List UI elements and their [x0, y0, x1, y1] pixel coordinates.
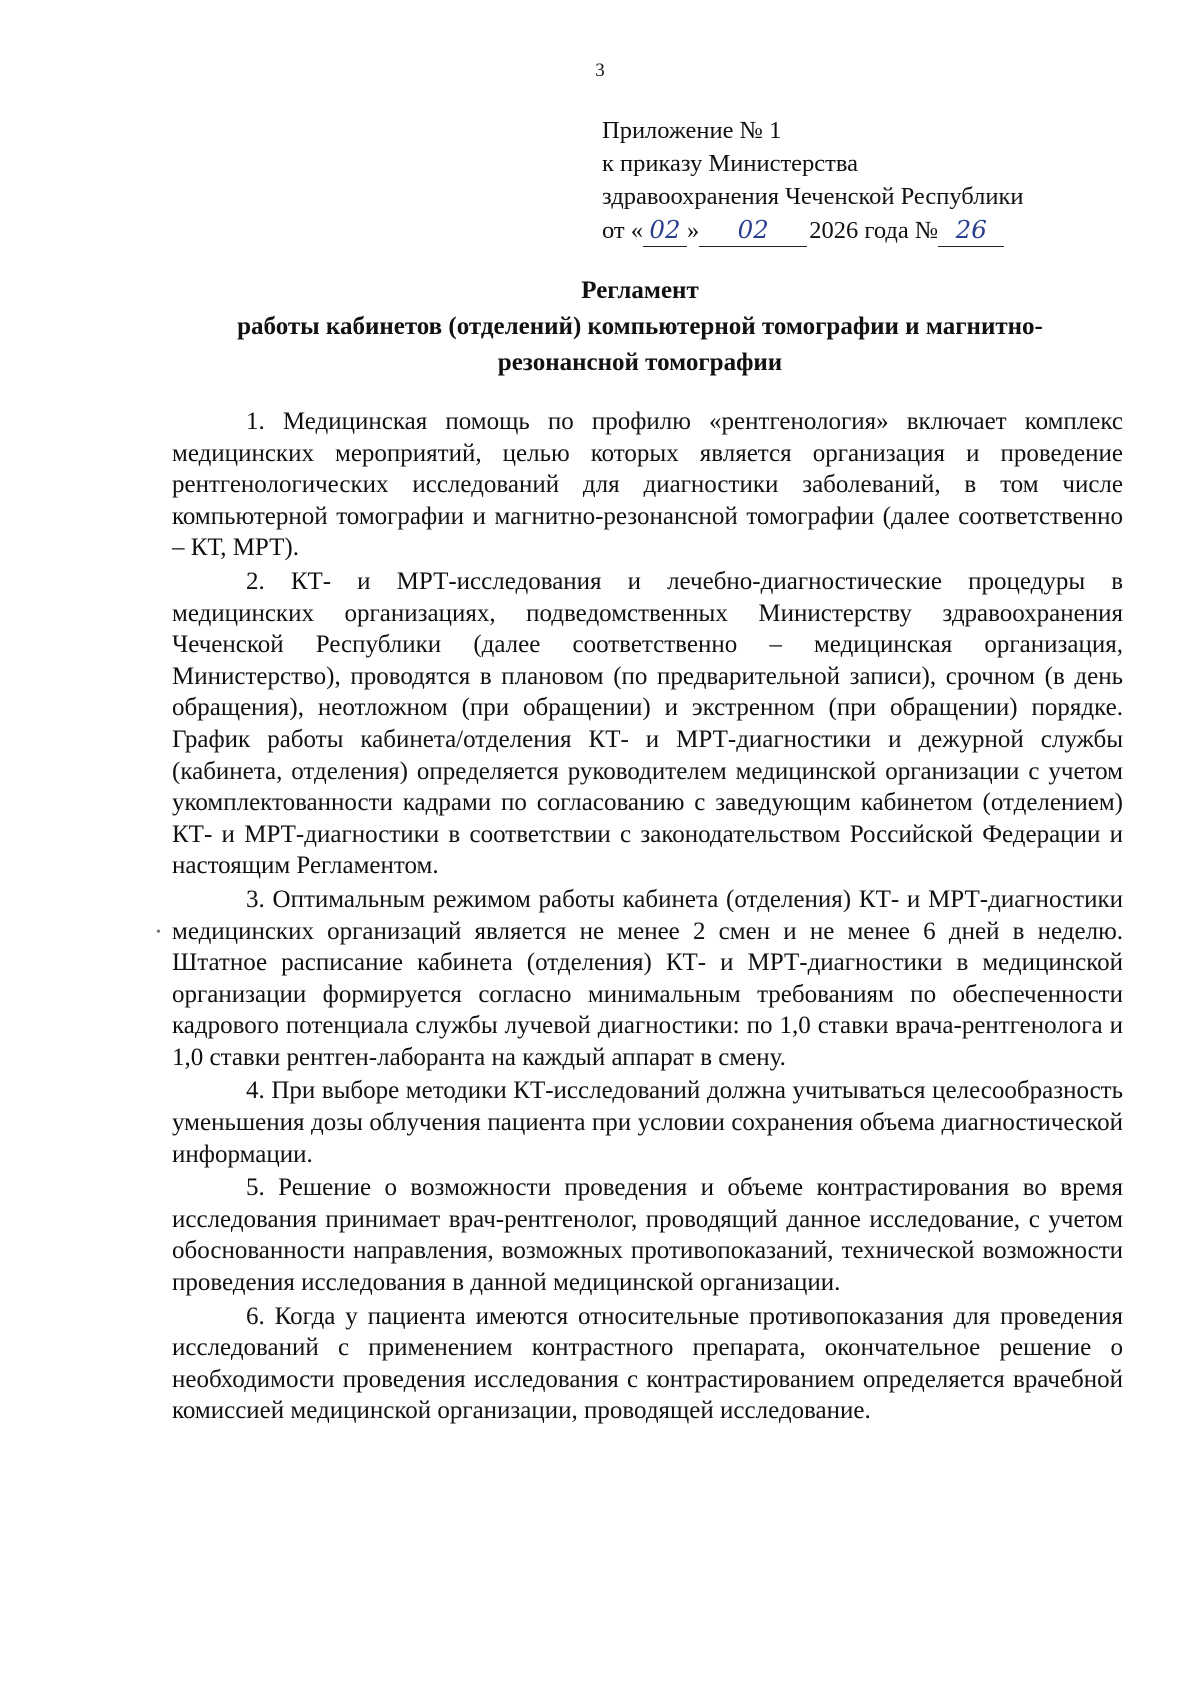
appendix-header	[602, 114, 1024, 247]
title-line-2: работы кабинетов (отделений) компьютерной томографии и магнитно-	[237, 313, 1043, 340]
margin-dot: •	[156, 925, 161, 940]
year-text: 2026 года №	[809, 217, 939, 244]
paragraph-4: 4. При выборе методики КТ-исследований должна учитываться целесообразность уменьшения дозы облучения пациента при условии сохранения объема диагностической информации.	[172, 1077, 1123, 1168]
date-close-quote: »	[687, 217, 700, 244]
document-body	[172, 406, 1123, 1427]
appendix-line-1: Приложение № 1	[602, 117, 782, 144]
handwritten-month: 02	[699, 213, 807, 247]
paragraph-2: 2. КТ- и МРТ-исследования и лечебно-диагностические процедуры в медицинских организациях, подведомственных Министерству здравоохранения Чеченской Республики (далее соответственно – медицинская организация, Министерство), проводятся в плановом (по предварительной записи), срочном (в день обращения), неотложном (при обращении) и экстренном (при обращении) порядке. График работы кабинета/отделения КТ- и МРТ-диагностики и дежурной службы (кабинета, отделения) определяется руководителем медицинской организации с учетом укомплектованности кадрами по согласованию с заведующим кабинетом (отделением) КТ- и МРТ-диагностики в соответствии с законодательством Российской Федерации и настоящим Регламентом.	[172, 567, 1123, 880]
paragraph-1: 1. Медицинская помощь по профилю «рентгенология» включает комплекс медицинских мероприятий, целью которых является организация и проведение рентгенологических исследований для диагностики заболеваний, в том числе компьютерной томографии и магнитно-резонансной томографии (далее соответственно – КТ, МРТ).	[172, 408, 1123, 562]
title-line-3: резонансной томографии	[497, 349, 783, 376]
handwritten-order-number: 26	[938, 213, 1004, 247]
paragraph-5: 5. Решение о возможности проведения и объеме контрастирования во время исследования принимает врач-рентгенолог, проводящий данное исследование, с учетом обоснованности направления, возможных противопоказаний, технической возможности проведения исследования в данной медицинской организации.	[172, 1174, 1123, 1297]
page-number: 3	[595, 60, 605, 81]
appendix-line-2: к приказу Министерства	[602, 150, 858, 177]
handwritten-day: 02	[643, 213, 687, 247]
paragraph-6: 6. Когда у пациента имеются относительные противопоказания для проведения исследований с применением контрастного препарата, окончательное решение о необходимости проведения исследования с контрастированием определяется врачебной комиссией медицинской организации, проводящей исследование.	[172, 1302, 1123, 1425]
appendix-date-line	[602, 213, 1024, 247]
document-title	[160, 273, 1120, 381]
date-prefix: от «	[602, 217, 644, 244]
appendix-line-3: здравоохранения Чеченской Республики	[602, 183, 1024, 210]
title-line-1: Регламент	[581, 277, 699, 304]
paragraph-3: 3. Оптимальным режимом работы кабинета (отделения) КТ- и МРТ-диагностики медицинских организаций является не менее 2 смен и не менее 6 дней в неделю. Штатное расписание кабинета (отделения) КТ- и МРТ-диагностики в медицинской организации формируется согласно минимальным требованиям по обеспеченности кадрового потенциала службы лучевой диагностики: по 1,0 ставки врача-рентгенолога и 1,0 ставки рентген-лаборанта на каждый аппарат в смену.	[172, 885, 1123, 1071]
